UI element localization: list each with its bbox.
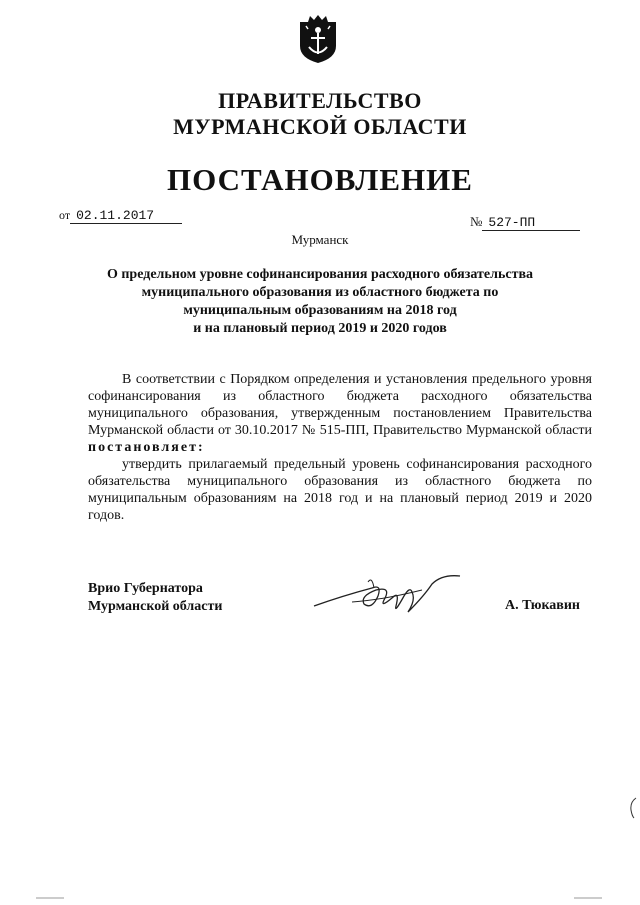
signatory-name: А. Тюкавин bbox=[505, 598, 580, 613]
org-name-line1: ПРАВИТЕЛЬСТВО bbox=[218, 88, 422, 113]
number-line bbox=[470, 214, 580, 231]
title-line: муниципальным образованиям на 2018 год bbox=[183, 303, 457, 318]
scan-artifact bbox=[628, 796, 638, 820]
handwritten-signature bbox=[312, 566, 462, 620]
org-name-line2: МУРМАНСКОЙ ОБЛАСТИ bbox=[173, 114, 467, 139]
date-line bbox=[59, 208, 182, 224]
decree-paragraph: утвердить прилагаемый предельный уровень софинансирования расходного обязательства муниципального образования из областного бюджета по муниципальным образованиям на 2018 год и на плановый период 2019 и 2020 годов. bbox=[88, 457, 592, 523]
title-line: муниципального образования из областного бюджета по bbox=[141, 285, 499, 300]
date-prefix: от bbox=[59, 208, 71, 222]
signatory-role bbox=[88, 580, 222, 616]
signatory-role-line2: Мурманской области bbox=[88, 599, 223, 614]
document-date: 02.11.2017 bbox=[70, 209, 182, 224]
document-body bbox=[88, 371, 592, 524]
scan-artifact bbox=[574, 896, 604, 900]
title-line: О предельном уровне софинансирования расходного обязательства bbox=[106, 267, 534, 282]
number-prefix: № bbox=[470, 214, 483, 229]
document-number: 527-ПП bbox=[482, 216, 580, 231]
preamble-paragraph bbox=[88, 371, 592, 456]
preamble-text: В соответствии с Порядком определения и установления предельного уровня софинансирования из областного бюджета расходного обязательства муниципального образования, утвержденным постановлением Правительства Мурманской области от 30.10.2017 № 515-ПП, Правительство Мурманской области bbox=[88, 372, 592, 438]
scan-artifact bbox=[36, 896, 66, 900]
document-type: ПОСТАНОВЛЕНИЕ bbox=[167, 162, 473, 197]
city: Мурманск bbox=[291, 232, 349, 247]
decree-word: постановляет: bbox=[88, 440, 205, 455]
signatory-role-line1: Врио Губернатора bbox=[88, 581, 203, 596]
title-line: и на плановый период 2019 и 2020 годов bbox=[193, 321, 447, 336]
document-title bbox=[80, 266, 560, 338]
coat-of-arms-icon bbox=[298, 14, 338, 64]
